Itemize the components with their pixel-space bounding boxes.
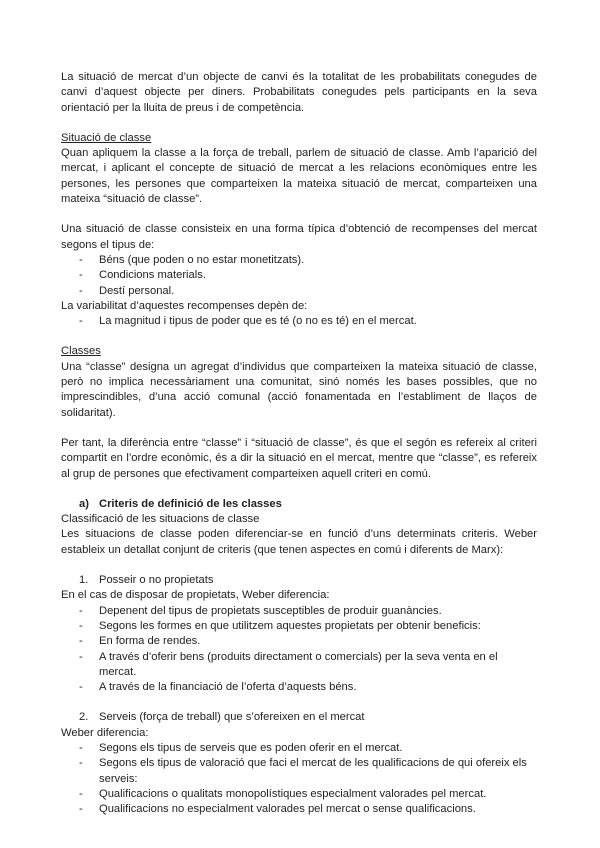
document-body [61, 70, 537, 817]
list-item: - Segons les formes en que utilitzem aquestes propietats per obtenir beneficis: [61, 619, 537, 634]
list-item: - Qualificacions no especialment valorades pel mercat o sense qualificacions. [61, 802, 537, 817]
classes-paragraph-2: Per tant, la diferència entre “classe” i “situació de classe”, és que el segón es refereix al criteri compartit en l’ordre econòmic, és a dir la situació en el mercat, mentre que “classe”, es refereix al grup de persones que efectivament comparteixen aquell criteri en comú. [61, 436, 537, 480]
criteris-heading [61, 497, 537, 512]
item-title: Serveis (força de treball) que s’ofereixen en el mercat [99, 711, 365, 724]
list-item: - Destí personal. [61, 284, 537, 299]
list-item: - Béns (que poden o no estar monetitzats). [61, 253, 537, 268]
item-number: 1. [79, 574, 89, 587]
item1-intro: En el cas de disposar de propietats, Weber diferencia: [61, 589, 330, 602]
item2-intro: Weber diferencia: [61, 726, 149, 739]
list-item: - Qualificacions o qualitats monopolístiques especialment valorades pel mercat. [61, 787, 537, 802]
numbered-item-1 [61, 573, 537, 588]
intro-paragraph: La situació de mercat d’un objecte de canvi és la totalitat de les probabilitats conegudes de canvi d’aquest objecte per diners. Probabilitats conegudes pels participants en la seva orientació per la lluita de preus i de competència. [61, 71, 537, 114]
list-item: - En forma de rendes. [61, 634, 537, 649]
list-item: - A través d’oferir bens (produits directament o comercials) per la seva venta en el mercat. [61, 650, 537, 681]
heading-situacio-classe: Situació de classe [61, 131, 152, 144]
situacio-paragraph-3: La variabilitat d’aquestes recompenses depèn de: [61, 299, 308, 312]
criteris-paragraph: Les situacions de classe poden diferenciar-se en funció d’uns determinats criteris. Weber estableix un detallat conjunt de criteris (que tenen aspectes en comú i diferents de Marx): [61, 528, 537, 556]
criteris-letter: a) [79, 497, 89, 510]
propietats-list [61, 604, 537, 696]
variabilitat-list [61, 314, 537, 329]
item-title: Posseir o no propietats [99, 574, 214, 587]
list-item: - La magnitud i tipus de poder que es té (o no es té) en el mercat. [61, 314, 537, 329]
situacio-paragraph-1: Quan apliquem la classe a la força de treball, parlem de situació de classe. Amb l’aparició del mercat, i aplicant el concepte de situació de mercat a les relacions econòmiques entre les persones, les persones que comparteixen la mateixa situació de mercat, comparteixen una mateixa “situació de classe”. [61, 147, 537, 206]
list-item: - Depenent del tipus de propietats susceptibles de produir guanàncies. [61, 604, 537, 619]
list-item: - Condicions materials. [61, 268, 537, 283]
criteris-subtitle: Classificació de les situacions de classe [61, 513, 260, 526]
classes-paragraph-1: Una “classe” designa un agregat d’individus que comparteixen la mateixa situació de classe, però no implica necessàriament una comunitat, sinó només les bases possibles, que no imprescindibles, d’una acció comunal (acció fonamentada en l’establiment de llaços de solidaritat). [61, 360, 537, 419]
recompenses-list [61, 253, 537, 299]
serveis-list [61, 741, 537, 817]
item-number: 2. [79, 711, 89, 724]
list-item: - Segons els tipus de serveis que es poden oferir en el mercat. [61, 741, 537, 756]
heading-classes: Classes [61, 345, 101, 358]
numbered-item-2 [61, 710, 537, 725]
list-item: - A través de la financiació de l’oferta d’aquests béns. [61, 680, 537, 695]
situacio-paragraph-2: Una situació de classe consisteix en una forma típica d’obtenció de recompenses del mercat segons el tipus de: [61, 223, 537, 251]
list-item: - Segons els tipus de valoració que faci el mercat de les qualificacions de qui ofereix els serveis: [61, 756, 537, 787]
criteris-title: Criteris de definició de les classes [99, 497, 282, 510]
